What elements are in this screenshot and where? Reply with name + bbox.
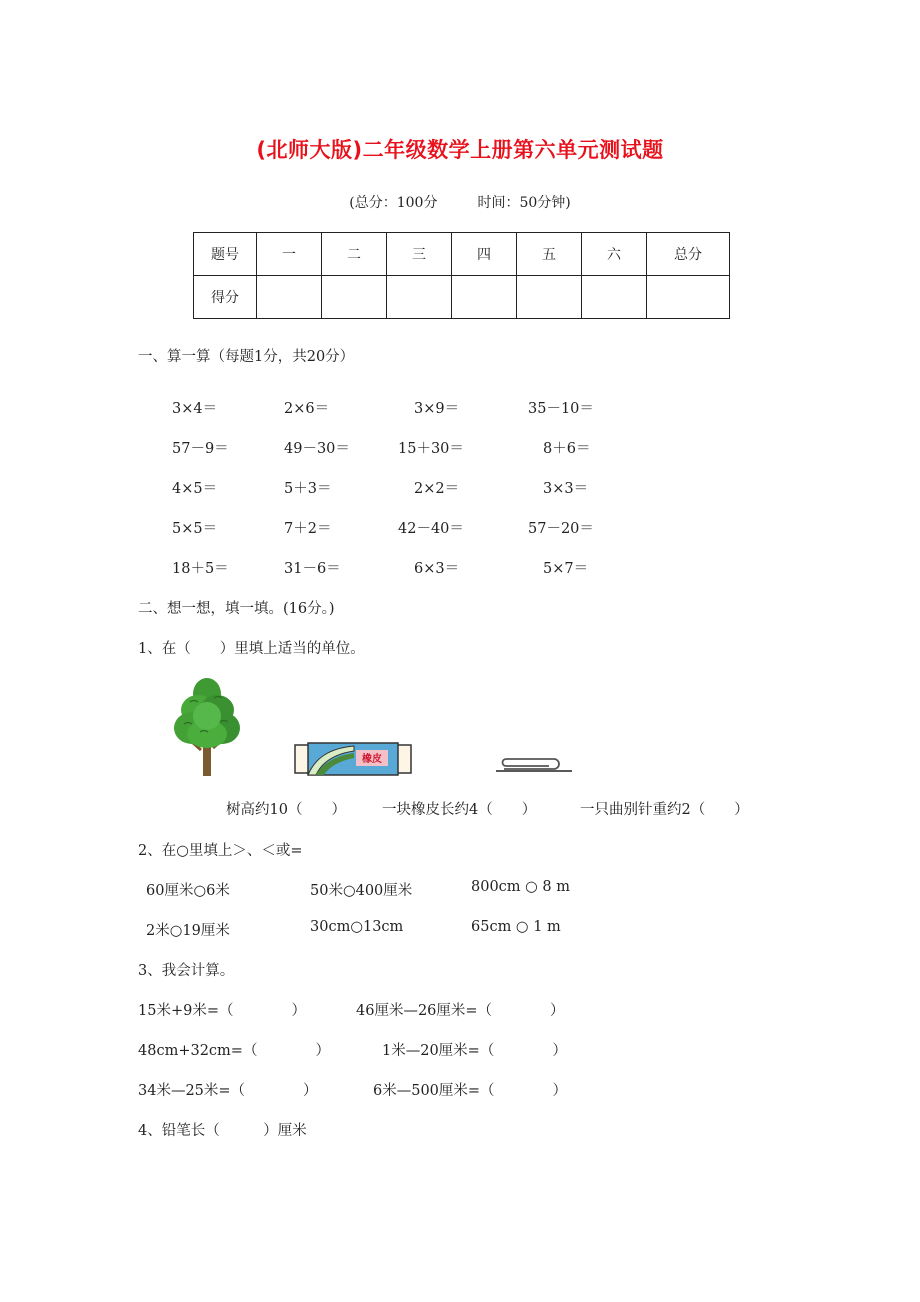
score-cell[interactable]	[647, 276, 730, 319]
section2-heading: 二、想一想，填一填。(16分。)	[138, 601, 335, 617]
compare-item: 60厘米○6米	[146, 883, 230, 899]
score-table-header-row	[194, 233, 730, 276]
q3-item: 34米—25米=（ ）	[138, 1083, 318, 1099]
q3-item: 1米—20厘米=（ ）	[382, 1043, 567, 1059]
q1-caption: 树高约10（ ）	[226, 802, 346, 818]
q3-item: 15米+9米=（ ）	[138, 1003, 306, 1019]
compare-item: 800cm ○ 8 m	[471, 879, 571, 895]
header-cell: 四	[452, 233, 517, 276]
q1-prompt: 1、在（ ）里填上适当的单位。	[138, 641, 365, 657]
page-title: (北师大版)二年级数学上册第六单元测试题	[256, 138, 664, 162]
calc-item: 7＋2＝	[284, 521, 332, 537]
q1-caption: 一块橡皮长约4（ ）	[382, 802, 537, 818]
score-cell[interactable]	[322, 276, 387, 319]
header-cell: 五	[517, 233, 582, 276]
header-cell: 总分	[647, 233, 730, 276]
q1-caption: 一只曲别针重约2（ ）	[580, 802, 749, 818]
calc-item: 3×9＝	[414, 401, 460, 417]
calc-item: 6×3＝	[414, 561, 460, 577]
compare-item: 65cm ○ 1 m	[471, 919, 561, 935]
calc-item: 5×5＝	[172, 521, 218, 537]
calc-item: 57－20＝	[528, 521, 594, 537]
compare-item: 30cm○13cm	[310, 919, 404, 935]
header-cell: 二	[322, 233, 387, 276]
score-cell[interactable]	[257, 276, 322, 319]
eraser-label: 橡皮	[362, 754, 382, 765]
time-text: 时间：50分钟)	[477, 195, 571, 211]
calc-item: 4×5＝	[172, 481, 218, 497]
compare-item: 2米○19厘米	[146, 923, 230, 939]
calc-item: 8＋6＝	[543, 441, 591, 457]
score-cell[interactable]	[517, 276, 582, 319]
q3-prompt: 3、我会计算。	[138, 963, 235, 979]
calc-item: 5＋3＝	[284, 481, 332, 497]
section1-heading: 一、算一算（每题1分，共20分）	[138, 349, 355, 365]
score-cell[interactable]	[582, 276, 647, 319]
q4-prompt: 4、铅笔长（ ）厘米	[138, 1123, 307, 1139]
calc-item: 18＋5＝	[172, 561, 229, 577]
calc-item: 31－6＝	[284, 561, 341, 577]
score-table-score-row	[194, 276, 730, 319]
calc-item: 3×3＝	[543, 481, 589, 497]
header-cell: 六	[582, 233, 647, 276]
header-cell: 三	[387, 233, 452, 276]
calc-item: 49－30＝	[284, 441, 350, 457]
header-cell: 一	[257, 233, 322, 276]
calc-item: 15＋30＝	[398, 441, 464, 457]
eraser-picture	[294, 740, 412, 778]
paperclip-picture	[494, 754, 574, 774]
calc-item: 5×7＝	[543, 561, 589, 577]
total-score-text: (总分：100分	[349, 195, 438, 211]
score-cell[interactable]	[387, 276, 452, 319]
calc-item: 42－40＝	[398, 521, 464, 537]
compare-item: 50米○400厘米	[310, 883, 413, 899]
calc-item: 35－10＝	[528, 401, 594, 417]
row-label: 得分	[194, 276, 257, 319]
header-cell: 题号	[194, 233, 257, 276]
tree-picture	[170, 672, 244, 778]
calc-item: 57－9＝	[172, 441, 229, 457]
score-table	[193, 232, 730, 319]
subtitle	[0, 192, 920, 212]
q3-item: 46厘米—26厘米=（ ）	[356, 1003, 565, 1019]
calc-item: 2×6＝	[284, 401, 330, 417]
q3-item: 6米—500厘米=（ ）	[373, 1083, 568, 1099]
calc-item: 2×2＝	[414, 481, 460, 497]
score-cell[interactable]	[452, 276, 517, 319]
q2-prompt: 2、在○里填上＞、＜或=	[138, 843, 303, 859]
q3-item: 48cm+32cm=（ ）	[138, 1043, 330, 1059]
calc-item: 3×4＝	[172, 401, 218, 417]
